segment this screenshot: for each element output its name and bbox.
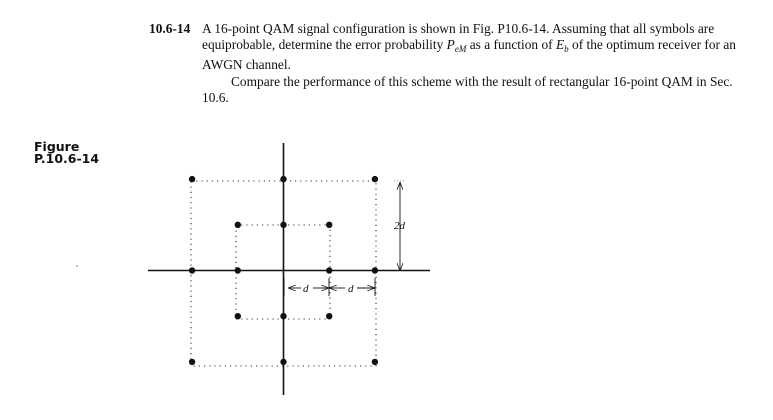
problem-text-2: as a function of (466, 37, 556, 52)
constellation-point (280, 359, 286, 365)
constellation-point (280, 222, 286, 228)
constellation-point (235, 222, 241, 228)
constellation-point (235, 267, 241, 273)
constellation-point (326, 222, 332, 228)
constellation-point (326, 267, 332, 273)
constellation-point (372, 359, 378, 365)
symbol-pem: $P_{eM}$ (446, 37, 467, 54)
problem-text-1: A 16-point QAM signal configuration is shown in Fig. P10.6-14. Assuming that all symbols are equiprobable, determine the error probability (202, 21, 715, 52)
dimension-d-right-label: d (348, 283, 354, 295)
problem-text-3: of the optimum receiver for an AWGN channel. (202, 37, 736, 72)
scan-speck (76, 265, 77, 266)
dimension-2d-label: 2d (394, 220, 405, 232)
problem-compare: Compare the performance of this scheme with the result of rectangular 16-point QAM in Sec. 10.6. (202, 74, 733, 105)
constellation-point (326, 313, 332, 319)
constellation-point (372, 176, 378, 182)
figure-label-word: Figure (34, 139, 80, 154)
constellation-point (189, 176, 195, 182)
symbol-eb: $E_b$ (555, 37, 569, 54)
constellation-point (280, 176, 286, 182)
constellation-point (235, 313, 241, 319)
constellation-point (280, 313, 286, 319)
constellation-point (189, 359, 195, 365)
constellation-point (372, 267, 378, 273)
dimension-d-left-label: d (303, 283, 309, 295)
problem-number: 10.6-14 (149, 21, 191, 36)
constellation-point (189, 267, 195, 273)
figure-label-number: P.10.6-14 (34, 151, 100, 166)
